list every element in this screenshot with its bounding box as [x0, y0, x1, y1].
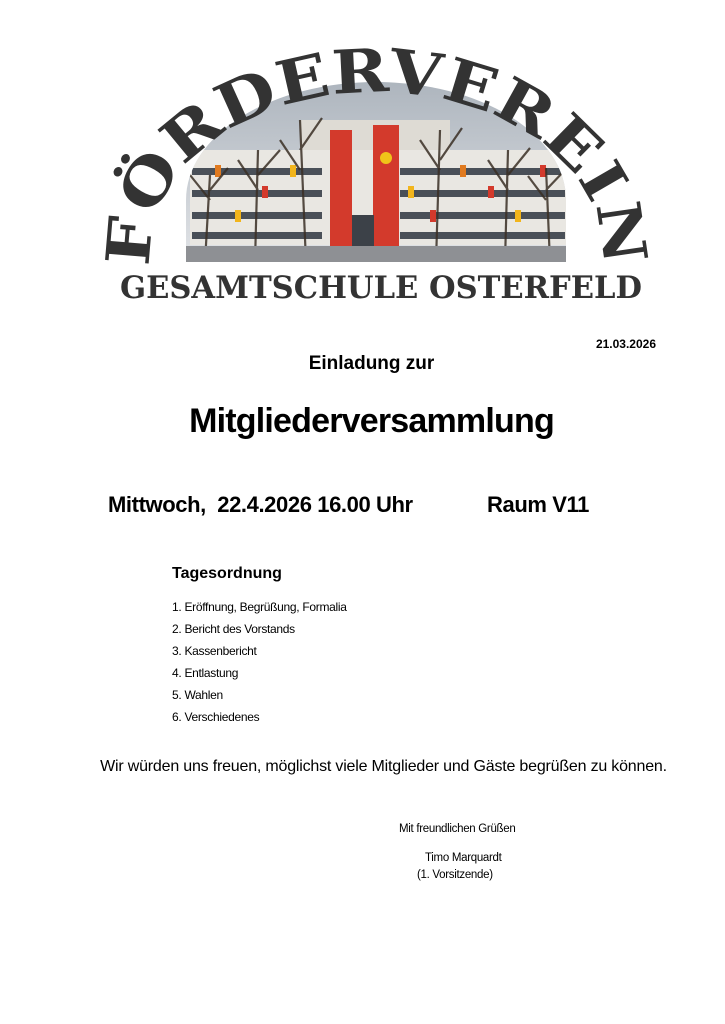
regards-line: Mit freundlichen Grüßen	[399, 823, 516, 835]
logo-subtitle: GESAMTSCHULE OSTERFELD	[120, 270, 642, 306]
foerderverein-logo	[0, 0, 725, 320]
meeting-datetime: Mittwoch, 22.4.2026 16.00 Uhr	[108, 492, 413, 517]
agenda-list	[172, 599, 347, 731]
invitation-line: Einladung zur	[308, 353, 435, 374]
letter-date: 21.03.2026	[595, 337, 656, 351]
agenda-item: 1. Eröffnung, Begrüßung, Formalia	[172, 600, 347, 614]
closing-sentence: Wir würden uns freuen, möglichst viele Mitglieder und Gäste begrüßen zu können.	[100, 758, 667, 775]
meeting-room: Raum V11	[487, 492, 589, 517]
logo-arc-text: FÖRDERVEREIN	[93, 36, 659, 268]
agenda-item: 2. Bericht des Vorstands	[172, 622, 295, 636]
agenda-item: 4. Entlastung	[172, 666, 239, 680]
agenda-item: 3. Kassenbericht	[172, 644, 257, 658]
page-title: Mitgliederversammlung	[189, 402, 554, 440]
agenda-title: Tagesordnung	[172, 565, 282, 582]
agenda-item: 5. Wahlen	[172, 688, 223, 702]
signer-name: Timo Marquardt	[425, 852, 502, 864]
agenda-item: 6. Verschiedenes	[172, 710, 260, 724]
signer-role: (1. Vorsitzende)	[417, 869, 493, 881]
